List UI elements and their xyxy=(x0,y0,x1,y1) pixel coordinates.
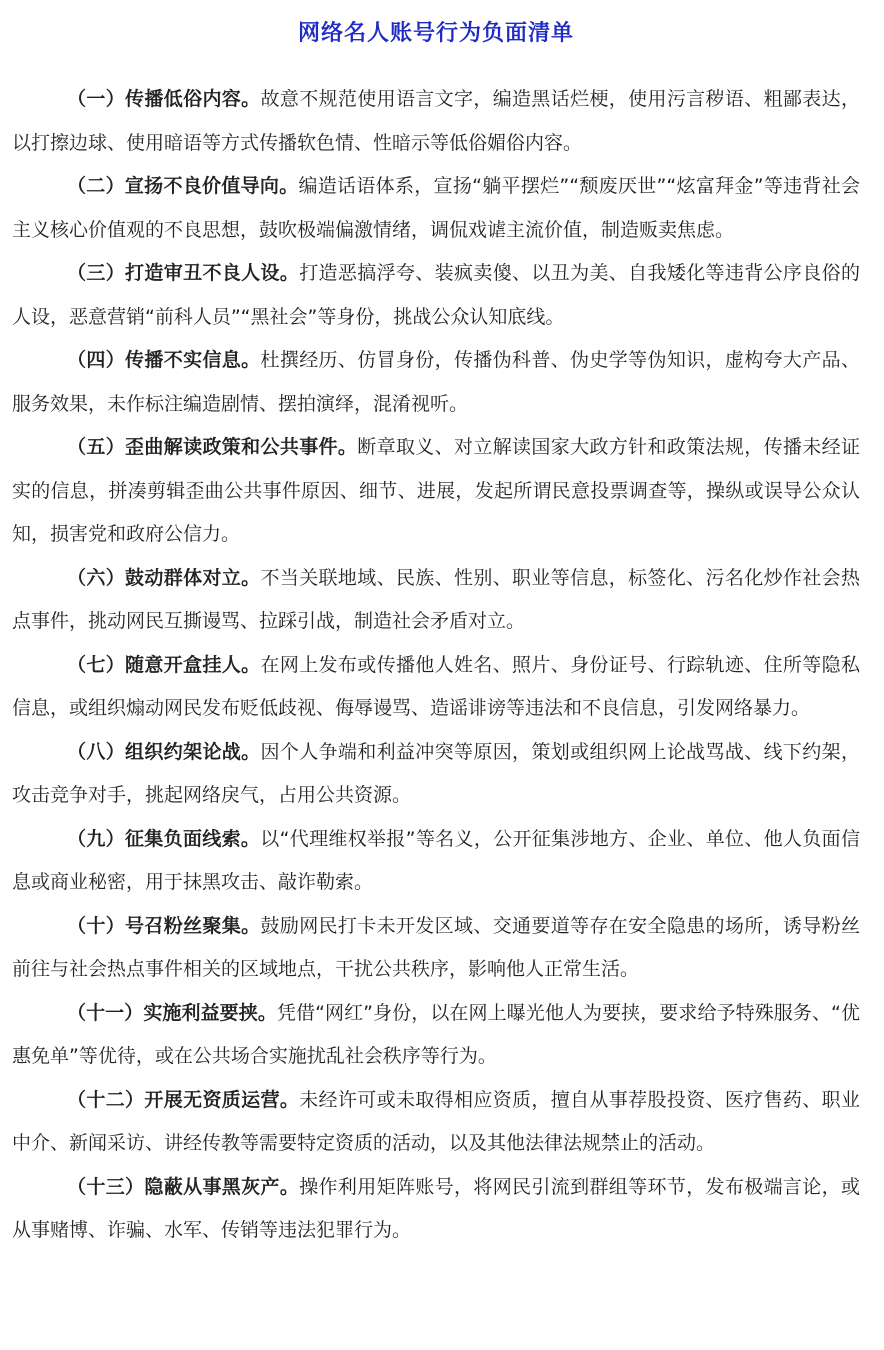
list-item xyxy=(12,165,860,252)
list-item xyxy=(12,557,860,644)
item-body: 编造话语体系，宣扬“躺平摆烂”“颓废厌世”“炫富拜金”等违背社会主义核心价值观的不良思想，鼓吹极端偏激情绪，调侃戏谑主流价值，制造贩卖焦虑。 xyxy=(12,175,860,241)
list-item xyxy=(12,992,860,1079)
item-body: 以“代理维权举报”等名义，公开征集涉地方、企业、单位、他人负面信息或商业秘密，用于抹黑攻击、敲诈勒索。 xyxy=(12,827,860,893)
list-item xyxy=(12,731,860,818)
item-heading: （十一）实施利益要挟。 xyxy=(67,1001,277,1024)
item-heading: （十三）隐蔽从事黑灰产。 xyxy=(67,1175,300,1198)
list-item xyxy=(12,905,860,992)
item-heading: （八）组织约架论战。 xyxy=(67,740,261,763)
item-body: 因个人争端和利益冲突等原因，策划或组织网上论战骂战、线下约架，攻击竞争对手，挑起网络戾气，占用公共资源。 xyxy=(12,740,860,806)
list-item xyxy=(12,1079,860,1166)
list-item xyxy=(12,644,860,731)
item-heading: （九）征集负面线索。 xyxy=(67,827,261,850)
item-body: 在网上发布或传播他人姓名、照片、身份证号、行踪轨迹、住所等隐私信息，或组织煽动网民发布贬低歧视、侮辱谩骂、造谣诽谤等违法和不良信息，引发网络暴力。 xyxy=(12,653,860,719)
list-item xyxy=(12,1166,860,1253)
item-body: 鼓励网民打卡未开发区域、交通要道等存在安全隐患的场所，诱导粉丝前往与社会热点事件相关的区域地点，干扰公共秩序，影响他人正常生活。 xyxy=(12,914,860,980)
list-item xyxy=(12,78,860,165)
item-body: 不当关联地域、民族、性别、职业等信息，标签化、污名化炒作社会热点事件，挑动网民互撕谩骂、拉踩引战，制造社会矛盾对立。 xyxy=(12,566,860,632)
item-heading: （五）歪曲解读政策和公共事件。 xyxy=(67,436,358,458)
item-heading: （六）鼓动群体对立。 xyxy=(67,566,261,589)
item-body: 操作利用矩阵账号，将网民引流到群组等环节，发布极端言论，或从事赌博、诈骗、水军、传销等违法犯罪行为。 xyxy=(12,1175,860,1241)
item-heading: （十二）开展无资质运营。 xyxy=(67,1088,300,1111)
item-body: 故意不规范使用语言文字，编造黑话烂梗，使用污言秽语、粗鄙表达，以打擦边球、使用暗语等方式传播软色情、性暗示等低俗媚俗内容。 xyxy=(12,88,860,154)
item-heading: （十）号召粉丝聚集。 xyxy=(67,914,261,937)
item-body: 未经许可或未取得相应资质，擅自从事荐股投资、医疗售药、职业中介、新闻采访、讲经传教等需要特定资质的活动，以及其他法律法规禁止的活动。 xyxy=(12,1088,860,1154)
item-heading: （七）随意开盒挂人。 xyxy=(67,653,261,676)
item-body: 凭借“网红”身份，以在网上曝光他人为要挟，要求给予特殊服务、“优惠免单”等优待，或在公共场合实施扰乱社会秩序等行为。 xyxy=(12,1001,860,1067)
item-heading: （三）打造审丑不良人设。 xyxy=(67,262,300,284)
page-title: 网络名人账号行为负面清单 xyxy=(297,21,574,46)
list-item xyxy=(12,426,860,557)
item-heading: （四）传播不实信息。 xyxy=(67,349,261,371)
list-item xyxy=(12,818,860,905)
item-heading: （二）宣扬不良价值导向。 xyxy=(67,175,299,197)
list-item xyxy=(12,339,860,426)
item-heading: （一）传播低俗内容。 xyxy=(67,88,261,110)
item-body: 断章取义、对立解读国家大政方针和政策法规，传播未经证实的信息，拼凑剪辑歪曲公共事件原因、细节、进展，发起所谓民意投票调查等，操纵或误导公众认知，损害党和政府公信力。 xyxy=(12,436,860,545)
item-body: 杜撰经历、仿冒身份，传播伪科普、伪史学等伪知识，虚构夸大产品、服务效果，未作标注编造剧情、摆拍演绎，混淆视听。 xyxy=(12,349,860,415)
list-item xyxy=(12,252,860,339)
item-body: 打造恶搞浮夸、装疯卖傻、以丑为美、自我矮化等违背公序良俗的人设，恶意营销“前科人员”“黑社会”等身份，挑战公众认知底线。 xyxy=(12,262,860,328)
